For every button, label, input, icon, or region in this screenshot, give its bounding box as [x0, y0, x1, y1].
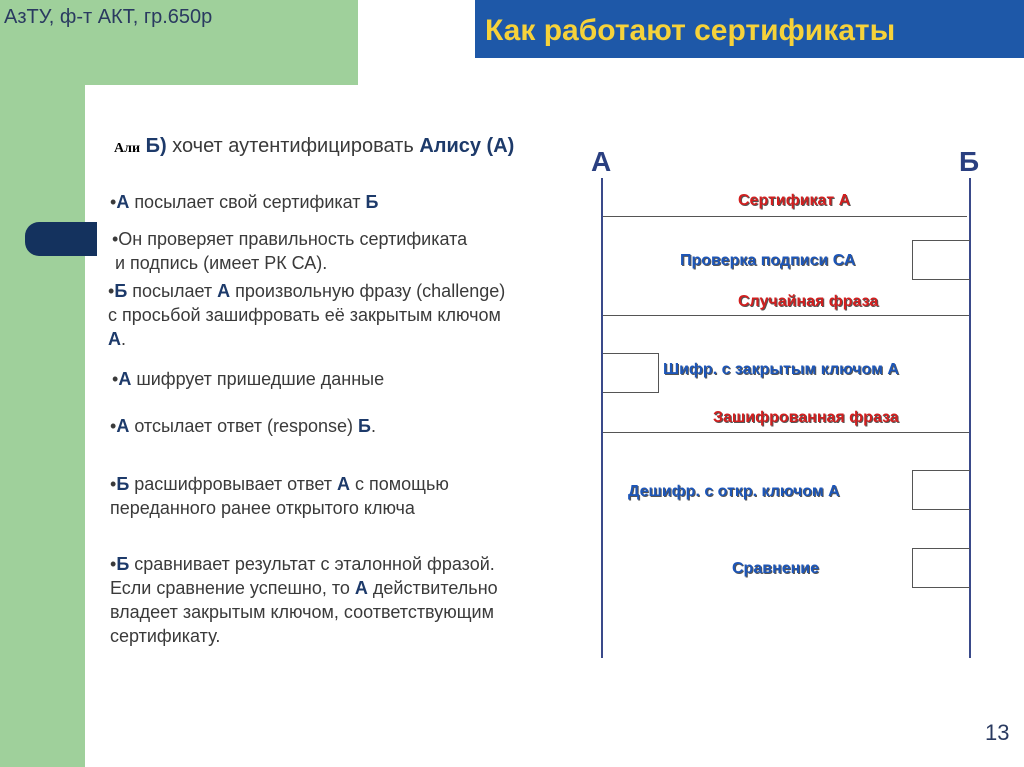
- bullet-line: [110, 553, 495, 576]
- bullet-b1: Б: [114, 281, 128, 301]
- bullet-line: [108, 304, 501, 327]
- self-loop-b3: [912, 548, 970, 588]
- bullet-t1: владеет закрытым ключом, соответствующим: [110, 602, 494, 622]
- intro-alice: Алису (А): [419, 135, 515, 157]
- arrow-certificate: [603, 216, 967, 217]
- page-number: 13: [985, 720, 1010, 745]
- bullet-b2: А: [337, 474, 351, 494]
- bullet-t1: .: [121, 329, 127, 349]
- course-label: АзТУ, ф-т АКТ, гр.650р: [4, 6, 213, 28]
- bullet-t2: с помощью: [350, 474, 449, 494]
- bullet-t1: •Он проверяет правильность сертификата: [112, 229, 468, 249]
- bullet-b1: А: [116, 416, 130, 436]
- arrow-random-phrase: [603, 315, 969, 316]
- intro-b: Б): [145, 135, 167, 157]
- bullet-line: [110, 415, 376, 438]
- bullet-a: •: [110, 474, 117, 494]
- bullet-t1: расшифровывает ответ: [129, 474, 338, 494]
- bullet-line: [110, 497, 415, 520]
- self-loop-b2: [912, 470, 970, 510]
- lifeline-a: [601, 178, 603, 658]
- intro-small: Али: [114, 141, 141, 156]
- bullet-a: •: [108, 281, 115, 301]
- bullet-t1: шифрует пришедшие данные: [131, 369, 385, 389]
- self-loop-a: [603, 353, 659, 393]
- bullet-line: [110, 191, 378, 214]
- bullet-t1: Если сравнение успешно, то: [110, 578, 355, 598]
- bullet-b2: Б: [358, 416, 371, 436]
- actor-a: А: [591, 146, 612, 177]
- bullet-b1: Б: [116, 474, 130, 494]
- msg-random-phrase: Случайная фраза: [738, 293, 879, 310]
- bullet-t1: сертификату.: [110, 626, 221, 646]
- bullet-t1: посылает свой сертификат: [129, 192, 366, 212]
- bullet-t1: переданного ранее открытого ключа: [110, 498, 415, 518]
- bullet-line: [112, 228, 467, 251]
- bullet-b1: А: [118, 369, 132, 389]
- bullet-line: [110, 473, 449, 496]
- arrow-encrypted: [603, 432, 969, 433]
- bullet-a: •: [110, 416, 117, 436]
- intro-text: хочет аутентифицировать: [166, 135, 420, 157]
- bullet-b2: Б: [365, 192, 379, 212]
- bullet-t1: отсылает ответ (response): [129, 416, 358, 436]
- msg-verify: Проверка подписи СА: [680, 252, 856, 269]
- bullet-t1: посылает: [127, 281, 218, 301]
- slide-title: Как работают сертификаты: [485, 14, 896, 47]
- bullet-line: [110, 601, 494, 624]
- bullet-b1: Б: [116, 554, 130, 574]
- bullet-line: [110, 625, 220, 648]
- bullet-line: [115, 252, 327, 275]
- left-band: [0, 0, 85, 767]
- title-bar: [475, 0, 1024, 58]
- intro-line: [114, 135, 514, 160]
- bullet-b2: А: [217, 281, 231, 301]
- self-loop-b1: [912, 240, 970, 280]
- decorative-tab: [25, 222, 97, 256]
- msg-encrypt: Шифр. с закрытым ключом А: [663, 361, 899, 378]
- bullet-t2: действительно: [367, 578, 498, 598]
- bullet-b2: А: [354, 578, 368, 598]
- bullet-line: [108, 328, 126, 351]
- bullet-t2: .: [370, 416, 376, 436]
- msg-encrypted: Зашифрованная фраза: [713, 409, 899, 426]
- bullet-t1: сравнивает результат с эталонной фразой.: [129, 554, 495, 574]
- msg-compare: Сравнение: [732, 560, 820, 577]
- bullet-t2: произвольную фразу (challenge): [230, 281, 506, 301]
- bullet-a: •: [110, 554, 117, 574]
- actor-b: Б: [959, 146, 980, 177]
- bullet-t1: и подпись (имеет РК СА).: [115, 253, 328, 273]
- bullet-line: [110, 577, 498, 600]
- msg-certificate: Сертификат А: [738, 192, 851, 209]
- bullet-t1: с просьбой зашифровать её закрытым ключом: [108, 305, 501, 325]
- bullet-line: [108, 280, 505, 303]
- bullet-b1: А: [116, 192, 130, 212]
- bullet-a: •: [110, 192, 117, 212]
- bullet-line: [112, 368, 384, 391]
- msg-decrypt: Дешифр. с откр. ключом А: [628, 483, 840, 500]
- bullet-a: •: [112, 369, 119, 389]
- bullet-b1: А: [108, 329, 121, 349]
